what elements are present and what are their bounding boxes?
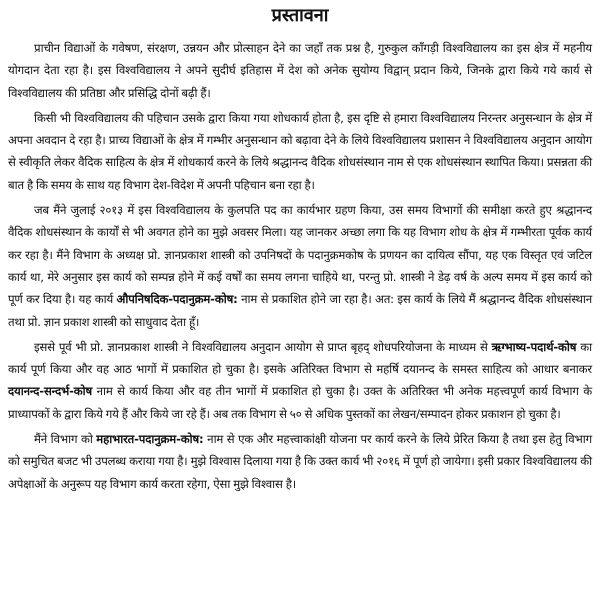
text-segment: का कार्य पूर्ण किया और वह आठ भागों में प्रकाशित हो चुका है। इसके अतिरिक्त विभाग से महर्षि दयानन्द के समस्त साहित्य को आधार बनाकर <box>8 339 592 377</box>
text-segment: इससे पूर्व भी प्रो. ज्ञानप्रकाश शास्त्री ने विश्वविद्यालय अनुदान आयोग से प्राप्त बृहद् शोधपरियोजना के माध्यम से <box>34 339 492 354</box>
page-title: प्रस्तावना <box>271 5 329 26</box>
bold-term: ऋग्भाष्य-पदार्थ-कोष <box>491 339 577 354</box>
text-segment: नाम से प्रकाशित होने जा रहा है। अत: इस कार्य के लिये मैं श्रद्धानन्द वैदिक शोधसंस्थान तथा प्रो. ज्ञान प्रकाश शास्त्री को साधुवाद देता हूँ। <box>8 292 592 329</box>
paragraph <box>8 37 592 104</box>
document-body <box>8 37 592 495</box>
bold-term: औपनिषदिक-पदानुक्रम-कोष: <box>116 292 238 307</box>
text-segment: मैंने विभाग को <box>34 432 97 447</box>
paragraph <box>8 336 592 425</box>
text-segment: नाम से एक और महत्त्वाकांक्षी योजना पर कार्य करने के लिये प्रेरित किया है तथा इस हेतु विभाग को समुचित बजट भी उपलब्ध कराया गया है। मुझे विश्वास दिलाया गया है कि उक्त कार्य भी २०१६ में पूर्ण हो जायेगा। इसी प्रकार विश्वविद्यालय की अपेक्षाओं के अनुरूप यह विभाग कार्य करता रहेगा, ऐसा मुझे विश्वास है। <box>8 432 592 491</box>
text-segment: जब मैंने जुलाई २०१३ में इस विश्वविद्यालय के कुलपति पद का कार्यभार ग्रहण किया, उस समय विभागों की समीक्षा करते हुए श्रद्धानन्द वैदिक शोधसंस्थान के कार्यों से भी अवगत होने का मुझे अवसर मिला। यह जानकर अच्छा लगा कि यह विभाग शोध के क्षेत्र में गम्भीरता पूर्वक कार्य कर रहा है। मैंने विभाग के अध्यक्ष प्रो. ज्ञानप्रकाश शास्त्री को उपनिषदों के पदानुक्रमकोष के प्रणयन का दायित्व सौंपा, यह एक विस्तृत एवं जटिल कार्य था, मेरे अनुसार इस कार्य को सम्पन्न होने में कई वर्षों का समय लगना चाहिये था, परन्तु प्रो. शास्त्री ने डेढ़ वर्ष के अल्प समय में इस कार्य को पूर्ण कर दिया है। यह कार्य <box>8 203 592 307</box>
paragraph <box>8 199 592 333</box>
paragraph <box>8 428 592 495</box>
paragraph <box>8 107 592 196</box>
bold-term: महाभारत-पदानुक्रम-कोष: <box>96 432 204 447</box>
bold-term: दयानन्द-सन्दर्भ-कोष <box>8 384 93 399</box>
text-segment: नाम से कार्य किया और वह तीन भागों में प्रकाशित हो चुका है। उक्त के अतिरिक्त भी अनेक महत्त्वपूर्ण कार्य विभाग के प्राध्यापकों के द्वारा किये गये हैं और किये जा रहे हैं। अब तक विभाग से ५० से अधिक पुस्तकों का लेखन/सम्पादन होकर प्रकाशन हो चुका है। <box>8 384 592 421</box>
text-segment: किसी भी विश्वविद्यालय की पहिचान उसके द्वारा किया गया शोधकार्य होता है, इस दृष्टि से हमारा विश्वविद्यालय निरन्तर अनुसन्धान के क्षेत्र में अपना अवदान दे रहा है। प्राच्य विद्याओं के क्षेत्र में गम्भीर अनुसन्धान को बढ़ावा देने के लिये विश्वविद्यालय प्रशासन ने विश्वविद्यालय अनुदान आयोग से स्वीकृति लेकर वैदिक साहित्य के क्षेत्र में शोधकार्य करने के लिये श्रद्धानन्द वैदिक शोधसंस्थान नाम से एक शोधसंस्थान स्थापित किया। प्रसन्नता की बात है कि समय के साथ यह विभाग देश-विदेश में अपनी पहिचान बना रहा है। <box>8 110 592 192</box>
text-segment: प्राचीन विद्याओं के गवेषण, संरक्षण, उन्नयन और प्रोत्साहन देने का जहाँ तक प्रश्न है, गुरुकुल काँगड़ी विश्वविद्यालय का इस क्षेत्र में महनीय योगदान देता रहा है। इस विश्वविद्यालय ने अपने सुदीर्घ इतिहास में देश को अनेक सुयोग्य विद्वान् प्रदान किये, जिनके द्वारा किये गये कार्य से विश्वविद्यालय की प्रतिष्ठा और प्रसिद्धि दोनों बढ़ी हैं। <box>8 41 592 100</box>
